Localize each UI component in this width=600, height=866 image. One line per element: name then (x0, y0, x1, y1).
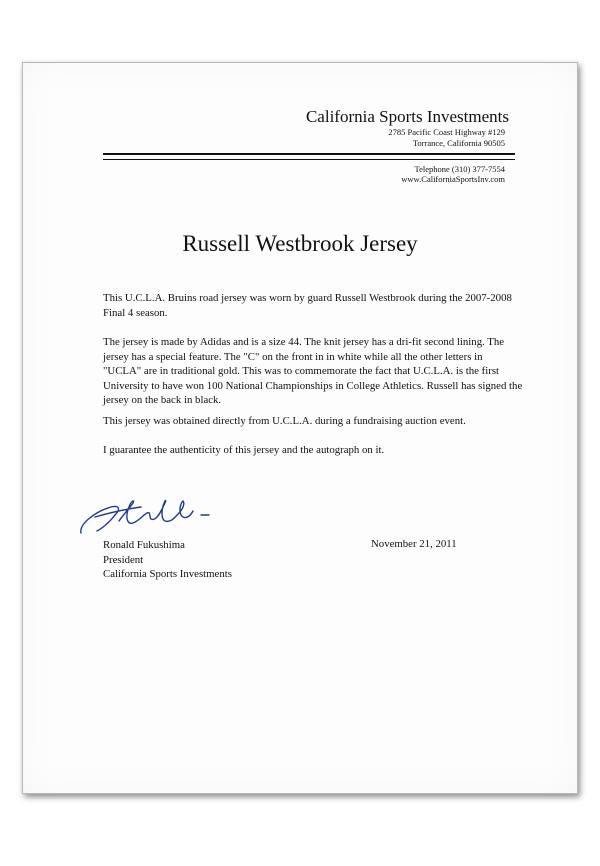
paragraph-2: The jersey is made by Adidas and is a size 44. The knit jersey has a dri-fit second lining. The jersey has a special feature. The "C" on the front in in white while all the other letters in "UCLA" are in traditional gold. This was to commemorate the fact that U.C.L.A. is the first University to have won 100 National Championships in College Athletics. Russell has signed the jersey on the back in black. (103, 336, 523, 406)
document-title: Russell Westbrook Jersey (182, 231, 418, 256)
telephone: Telephone (310) 377-7554 (414, 164, 505, 174)
letterhead-rule-thick (103, 153, 515, 155)
paragraph-1: This U.C.L.A. Bruins road jersey was worn by guard Russell Westbrook during the 2007-2008 Final 4 season. (103, 292, 512, 319)
letterhead-rule-thin (103, 159, 515, 160)
letter-sheet (22, 62, 578, 794)
signer-role: President (103, 553, 144, 566)
handwritten-signature (75, 493, 215, 541)
signer-company: California Sports Investments (103, 568, 232, 580)
address-line-1: 2785 Pacific Coast Highway #129 (388, 127, 505, 137)
website: www.CaliforniaSportsInv.com (401, 174, 505, 184)
paragraph-4: I guarantee the authenticity of this jersey and the autograph on it. (103, 444, 385, 456)
address-line-2: Torrance, California 90505 (412, 138, 505, 148)
signature-block (103, 538, 232, 582)
paragraph-3: This jersey was obtained directly from U.C.L.A. during a fundraising auction event. (103, 415, 466, 427)
company-name: California Sports Investments (305, 107, 509, 126)
signer-name: Ronald Fukushima (103, 539, 185, 551)
letter-date: November 21, 2011 (371, 538, 457, 550)
